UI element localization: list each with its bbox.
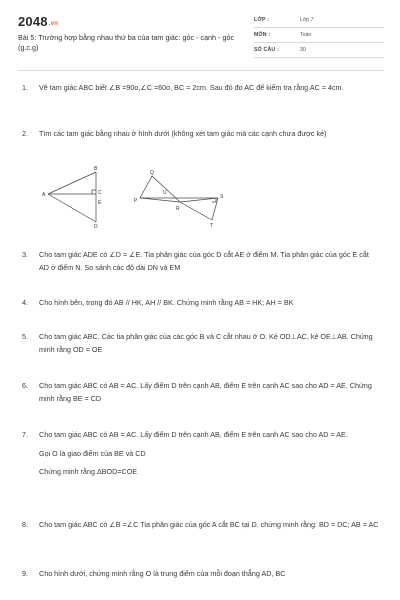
question-text-block <box>39 429 379 479</box>
question-number: 5. <box>22 332 28 341</box>
question-number: 2. <box>22 129 28 138</box>
figure-label: B <box>94 166 98 172</box>
question-text: Cho tam giác ABC có AB = AC. Lấy điểm D trên cạnh AB, điểm E trên cạnh AC sao cho AD = AE. <box>39 430 348 439</box>
question-number: 3. <box>22 250 28 259</box>
question-text: Cho tam giác ABC có AB = AC. Lấy điểm D trên cạnh AB, điểm E trên cạnh AC sao cho AD = AE. Chứng minh rằng BE = CD <box>39 381 372 403</box>
question-text: Cho tam giác ADE có ∠D = ∠E. Tia phân giác của góc D cắt AE ở điểm M. Tia phân giác của góc E cắt AD ở điểm N. So sánh các độ dài DN và EM <box>39 250 369 272</box>
figure-label: T <box>210 223 214 229</box>
question-number: 8. <box>22 520 28 529</box>
meta-label: LỚP : <box>254 17 270 23</box>
header-divider <box>18 70 384 71</box>
question-text: Cho tam giác ABC có ∠B =∠C Tia phân giác của góc A cắt BC tại D. chứng minh rằng: BD = DC; AB = AC <box>39 520 379 529</box>
figure-label: D <box>94 224 98 230</box>
meta-value: Toán <box>300 32 312 38</box>
question-number: 1. <box>22 83 28 92</box>
question-text: Cho hình bên, trong đó AB // HK, AH // BK. Chứng minh rằng AB = HK; AH = BK <box>39 298 294 307</box>
figure-label: C <box>98 190 102 196</box>
meta-label: SỐ CÂU : <box>254 47 279 53</box>
question-number: 6. <box>22 381 28 390</box>
question-number: 7. <box>22 430 28 439</box>
question-text: Cho hình dưới, chứng minh rằng O là trung điểm của mỗi đoạn thẳng AD, BC <box>39 569 286 578</box>
question-text: Cho tam giác ABC. Các tia phân giác của các góc B và C cắt nhau ở O. Kẻ OD⊥AC, kẻ OE⊥AB. Chứng minh rằng OD = OE <box>39 332 373 354</box>
geometry-figures <box>40 164 380 232</box>
question-text: Vẽ tam giác ABC biết ∠B =90o,∠C =60o, BC = 2cm. Sau đó đo AC để kiểm tra rằng AC = 4cm. <box>39 83 344 92</box>
meta-row-class <box>254 14 384 28</box>
question-number: 9. <box>22 569 28 578</box>
meta-row-count <box>254 44 384 58</box>
figure-label: A <box>42 192 46 198</box>
site-logo[interactable]: 2048.vn <box>18 14 59 29</box>
figure-label: E <box>98 200 102 206</box>
meta-row-subject <box>254 29 384 43</box>
question-subline: Gọi O là giao điểm của BE và CD <box>39 448 146 458</box>
figure-label: U <box>163 190 167 196</box>
worksheet-header <box>18 14 384 68</box>
meta-label: MÔN : <box>254 32 271 38</box>
figure-label: Q <box>150 170 154 176</box>
figure-label: R <box>176 206 180 212</box>
question-subline: Chứng minh rằng ΔBOD=COE <box>39 467 138 476</box>
question-text: Tìm các tam giác bằng nhau ở hình dưới (không xét tam giác mà các cạnh chưa được kẻ) <box>39 129 327 138</box>
figure-label: P <box>134 198 138 204</box>
lesson-title: Bài 5: Trường hợp bằng nhau thứ ba của tam giác: góc - cạnh - góc (g.c.g) <box>18 33 235 52</box>
question-number: 4. <box>22 298 28 307</box>
question-2-figures <box>40 164 380 232</box>
figure-2 <box>140 176 218 220</box>
meta-value: Lớp 7 <box>300 17 314 23</box>
meta-value: 30 <box>300 47 306 53</box>
figure-1 <box>48 172 96 222</box>
figure-label: S <box>220 194 224 200</box>
